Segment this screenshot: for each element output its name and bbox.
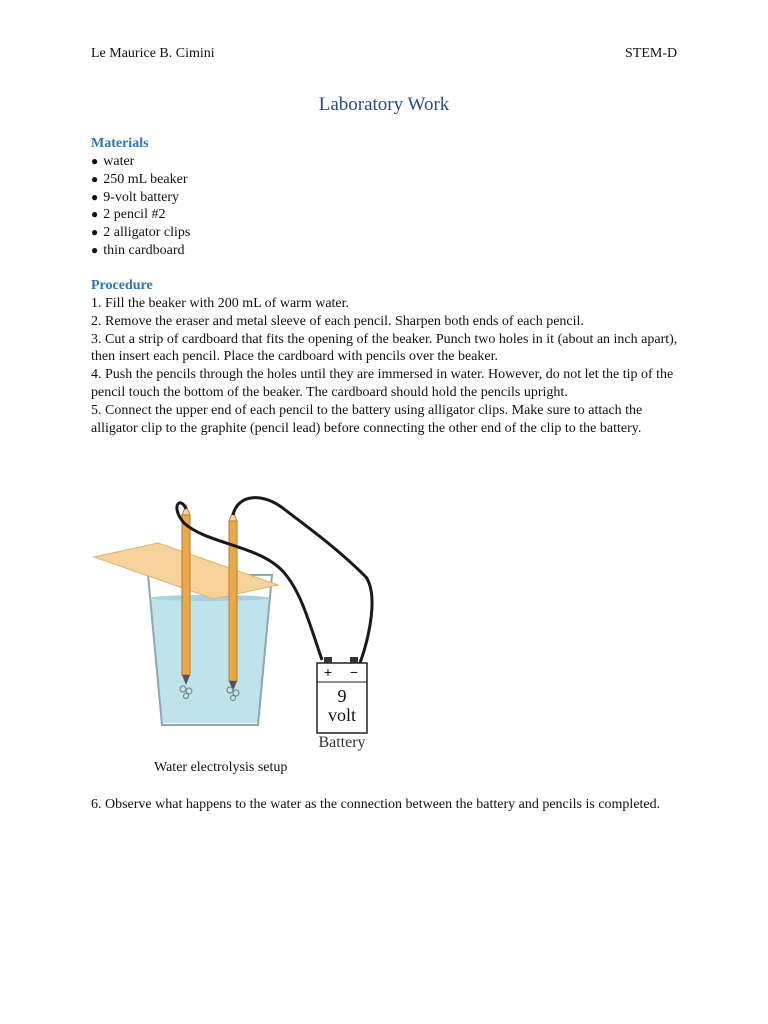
procedure-step: 3. Cut a strip of cardboard that fits the opening of the beaker. Punch two holes in it (about an inch apart), then insert each pencil. Place the cardboard with pencils over the beaker. [91, 331, 678, 365]
battery-minus-label: − [349, 664, 359, 680]
material-item: ● 250 mL beaker [91, 171, 190, 189]
pencil-right [229, 511, 237, 691]
page-title: Laboratory Work [318, 94, 450, 115]
procedure-step: 5. Connect the upper end of each pencil to the battery using alligator clips. Make sure to attach the alligator clip to the graphite (pencil lead) before connecting the other end of the clip to the battery. [91, 402, 643, 436]
material-item: ● 9-volt battery [91, 189, 190, 207]
battery-number: 9 [337, 686, 347, 706]
procedure-step: 2. Remove the eraser and metal sleeve of each pencil. Sharpen both ends of each pencil. [91, 313, 584, 329]
material-item: ● 2 pencil #2 [91, 206, 190, 224]
material-item: ● 2 alligator clips [91, 224, 190, 242]
material-item: ● thin cardboard [91, 242, 190, 260]
header-section: STEM-D [625, 46, 678, 61]
battery-plus-label: + [323, 664, 333, 680]
battery-label: Battery [318, 734, 366, 751]
materials-list [91, 153, 190, 260]
procedure-heading: Procedure [91, 278, 153, 293]
materials-heading: Materials [91, 136, 149, 151]
battery-unit: volt [327, 705, 357, 725]
pencil-left [182, 505, 190, 685]
procedure-list [91, 295, 681, 437]
battery-terminal-minus [350, 657, 358, 663]
procedure-step: 4. Push the pencils through the holes until they are immersed in water. However, do not let the tip of the pencil touch the bottom of the beaker. The cardboard should hold the pencils upright. [91, 367, 674, 400]
battery-terminal-plus [324, 657, 332, 663]
material-item: ● water [91, 153, 190, 171]
procedure-step: 1. Fill the beaker with 200 mL of warm water. [91, 296, 350, 311]
electrolysis-figure [88, 485, 388, 760]
procedure-step-6: 6. Observe what happens to the water as the connection between the battery and pencils is completed. [91, 797, 661, 812]
header-author: Le Maurice B. Cimini [91, 46, 215, 61]
beaker-water [150, 598, 270, 723]
figure-caption: Water electrolysis setup [154, 760, 288, 775]
